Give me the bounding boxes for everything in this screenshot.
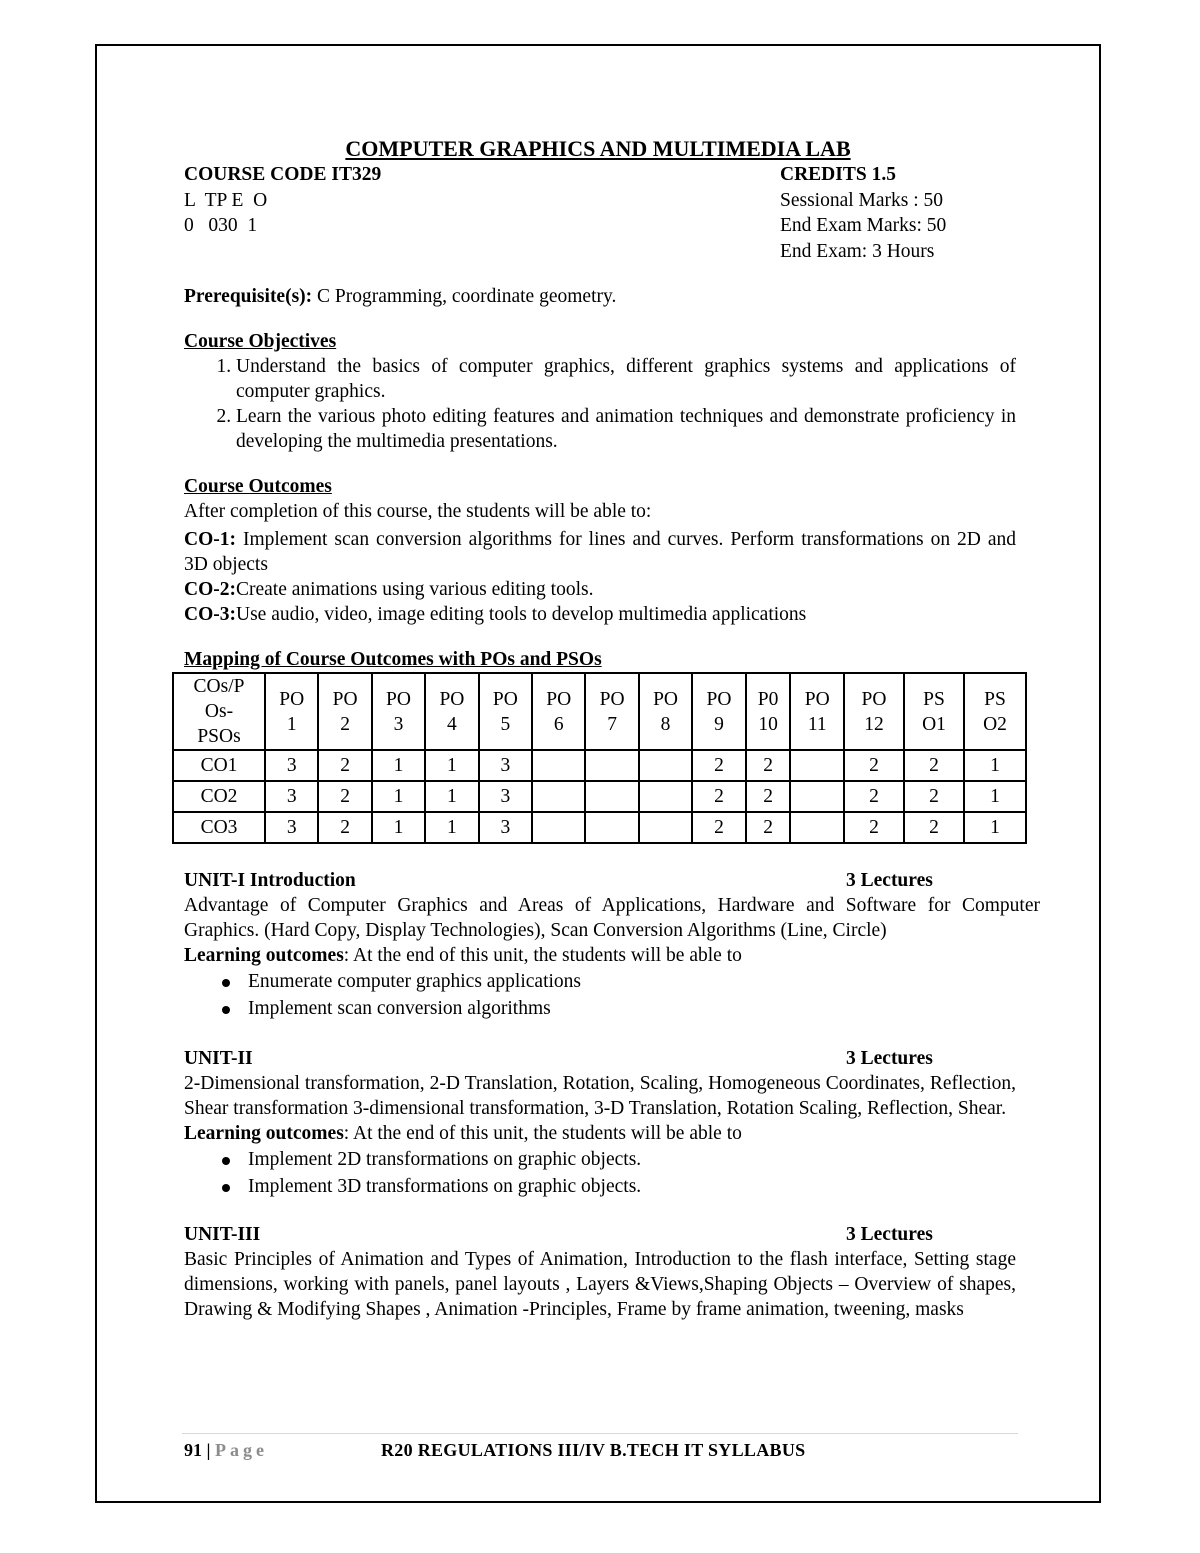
course-title: COMPUTER GRAPHICS AND MULTIMEDIA LAB xyxy=(345,136,851,161)
outcome-label: CO-1: xyxy=(184,529,236,550)
mapping-table xyxy=(172,672,1027,844)
outcome-text: Create animations using various editing tools. xyxy=(236,579,594,600)
unit-title: UNIT-I Introduction xyxy=(184,870,356,891)
header-row-2 xyxy=(184,188,1016,214)
outcome-co2 xyxy=(184,577,1016,602)
page-footer xyxy=(184,1438,1044,1462)
column-header: PO 12 xyxy=(844,673,904,750)
objectives-heading: Course Objectives xyxy=(184,331,337,352)
header-row-4 xyxy=(184,239,1016,265)
outcome-label: CO-2: xyxy=(184,579,236,600)
column-header: PS O2 xyxy=(964,673,1026,750)
prerequisite-label: Prerequisite(s): xyxy=(184,286,313,307)
outcomes-intro: After completion of this course, the students will be able to: xyxy=(184,501,652,522)
lo-label: Learning outcomes xyxy=(184,945,344,966)
objective-item: 2. Learn the various photo editing features and animation techniques and demonstrate proficiency in developing the multimedia presentations. xyxy=(236,404,1016,454)
list-item: Implement 2D transformations on graphic objects. xyxy=(248,1146,1016,1173)
ltpeo-values: 0 030 1 xyxy=(184,215,258,236)
table-row: CO2 3 2 1 1 3 2 2 2 2 1 xyxy=(173,781,1026,812)
table-row: CO1 3 2 1 1 3 2 2 2 2 1 xyxy=(173,750,1026,781)
column-header: PO 1 xyxy=(265,673,318,750)
regulation-text: R20 REGULATIONS III/IV B.TECH IT SYLLABUS xyxy=(381,1440,806,1460)
unit-title: UNIT-II xyxy=(184,1048,253,1069)
column-header: PO 8 xyxy=(639,673,692,750)
sessional-marks: Sessional Marks : 50 xyxy=(780,189,944,211)
column-header: PO 2 xyxy=(318,673,371,750)
outcome-text: Use audio, video, image editing tools to develop multimedia applications xyxy=(236,604,807,625)
lo-text: : At the end of this unit, the students will be able to xyxy=(343,1123,742,1144)
objectives-list xyxy=(184,354,1016,454)
unit-1-bullets xyxy=(184,968,1016,1022)
ltpeo-labels: L TP E O xyxy=(184,189,268,211)
mapping-header-row xyxy=(173,673,1026,750)
unit-2-heading xyxy=(184,1046,1016,1071)
credits: CREDITS 1.5 xyxy=(780,164,896,185)
lo-text: : At the end of this unit, the students will be able to xyxy=(343,945,742,966)
unit-lectures: 3 Lectures xyxy=(846,1224,933,1245)
page-word: Page xyxy=(214,1440,268,1460)
list-item: Implement 3D transformations on graphic objects. xyxy=(248,1173,1016,1200)
unit-3-body: Basic Principles of Animation and Types of Animation, Introduction to the flash interface, Setting stage dimensions, working with panels, panel layouts , Layers &Views,Shaping Objects – Overview of shapes, Drawing & Modifying Shapes , Animation -Principles, Frame by frame animation, tweening, masks xyxy=(184,1249,1016,1320)
unit-title: UNIT-III xyxy=(184,1224,261,1245)
unit-3-heading xyxy=(184,1222,1016,1247)
column-header: PO 7 xyxy=(585,673,638,750)
header-row-3 xyxy=(184,213,1016,239)
unit-lectures: 3 Lectures xyxy=(846,1048,933,1069)
page-number: 91 | Page xyxy=(184,1440,268,1460)
column-header: P0 10 xyxy=(746,673,791,750)
mapping-heading: Mapping of Course Outcomes with POs and PSOs xyxy=(184,649,602,670)
objective-item: 1. Understand the basics of computer graphics, different graphics systems and applications of computer graphics. xyxy=(236,354,1016,404)
unit-2-learning-outcomes xyxy=(184,1121,1016,1146)
column-header: PO 3 xyxy=(372,673,425,750)
prerequisite-text: C Programming, coordinate geometry. xyxy=(312,286,617,307)
outcome-co1 xyxy=(184,527,1016,577)
list-item: Implement scan conversion algorithms xyxy=(248,995,1016,1022)
footer-divider xyxy=(182,1433,1018,1434)
unit-lectures: 3 Lectures xyxy=(846,870,933,891)
course-code: COURSE CODE IT329 xyxy=(184,164,382,185)
column-header: PO 9 xyxy=(692,673,745,750)
syllabus-content xyxy=(184,136,1040,1322)
prerequisite xyxy=(184,284,1016,309)
end-exam-duration: End Exam: 3 Hours xyxy=(780,240,935,262)
outcome-label: CO-3: xyxy=(184,604,236,625)
column-header: PO 4 xyxy=(425,673,478,750)
unit-1-learning-outcomes xyxy=(184,943,1016,968)
table-row: CO3 3 2 1 1 3 2 2 2 2 1 xyxy=(173,812,1026,843)
unit-2-bullets xyxy=(184,1146,1016,1200)
list-item: Enumerate computer graphics applications xyxy=(248,968,1016,995)
lo-label: Learning outcomes xyxy=(184,1123,344,1144)
column-header: PO 11 xyxy=(790,673,844,750)
outcomes-heading: Course Outcomes xyxy=(184,476,332,497)
header-row-1 xyxy=(184,162,1016,188)
outcome-co3 xyxy=(184,602,1016,627)
unit-1-body: Advantage of Computer Graphics and Areas of Applications, Hardware and Software for Computer Graphics. (Hard Copy, Display Technologies), Scan Conversion Algorithms (Line, Circle) xyxy=(184,895,1040,941)
unit-1-heading xyxy=(184,868,1016,893)
column-header: PO 5 xyxy=(479,673,532,750)
column-header: PS O1 xyxy=(904,673,964,750)
column-header: COs/P Os- PSOs xyxy=(173,673,265,750)
column-header: PO 6 xyxy=(532,673,585,750)
outcome-text: Implement scan conversion algorithms for lines and curves. Perform transformations on 2D and 3D objects xyxy=(184,529,1016,575)
unit-2-body: 2-Dimensional transformation, 2-D Translation, Rotation, Scaling, Homogeneous Coordinates, Reflection, Shear transformation 3-dimensional transformation, 3-D Translation, Rotation Scaling, Reflection, Shear. xyxy=(184,1073,1016,1119)
end-exam-marks: End Exam Marks: 50 xyxy=(780,215,947,236)
